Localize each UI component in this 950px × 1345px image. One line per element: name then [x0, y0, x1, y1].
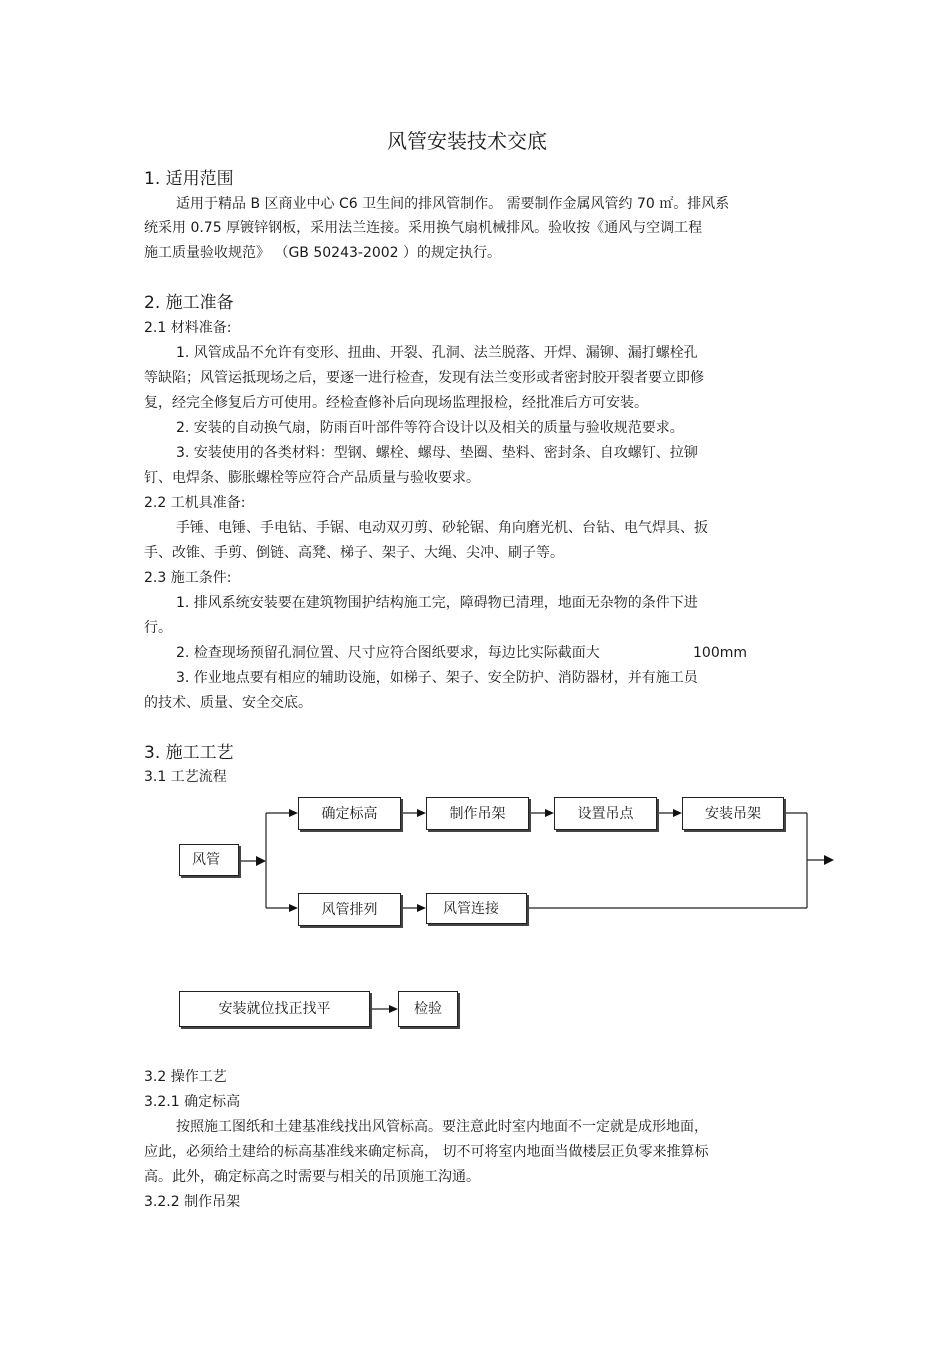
flow-node-bottom-2: 风管连接 — [426, 893, 527, 924]
flow-node-last-1: 安装就位找正找平 — [179, 991, 370, 1027]
section-1-text-line-2: 统采用 0.75 厚镀锌钢板，采用法兰连接。采用换气扇机械排风。验收按《通风与空调工程 — [144, 220, 703, 236]
flow-node-bottom-1: 风管排列 — [298, 893, 401, 926]
subsection-3-1-heading: 3.1 工艺流程 — [144, 769, 227, 785]
subsection-3-2-2-heading: 3.2.2 制作吊架 — [144, 1194, 241, 1210]
section-1-heading: 1. 适用范围 — [144, 169, 234, 189]
subsection-2-3-line-2: 行。 — [144, 620, 172, 636]
subsection-2-1-line-3: 复，经完全修复后方可使用。经检查修补后向现场监理报检，经批准后方可安装。 — [144, 395, 648, 411]
document-title: 风管安装技术交底 — [387, 129, 547, 153]
subsection-2-2-line-2: 手、改锥、手剪、倒链、高凳、梯子、架子、大绳、尖冲、刷子等。 — [144, 545, 564, 561]
subsection-2-1-line-4: 2. 安装的自动换气扇，防雨百叶部件等符合设计以及相关的质量与验收规范要求。 — [176, 420, 684, 436]
flow-node-top-4: 安装吊架 — [682, 797, 784, 830]
subsection-2-1-heading: 2.1 材料准备: — [144, 320, 232, 336]
subsection-3-2-1-line-2: 应此，必须给土建给的标高基准线来确定标高， 切不可将室内地面当做楼层正负零来推算标 — [144, 1144, 709, 1160]
subsection-3-2-1-line-1: 按照施工图纸和土建基准线找出风管标高。要注意此时室内地面不一定就是成形地面， — [176, 1119, 708, 1135]
section-1-text-line-3: 施工质量验收规范》 （GB 50243-2002 ）的规定执行。 — [144, 245, 502, 261]
subsection-3-2-heading: 3.2 操作工艺 — [144, 1069, 227, 1085]
subsection-2-2-line-1: 手锤、电锤、手电钻、手锯、电动双刃剪、砂轮锯、角向磨光机、台钻、电气焊具、扳 — [176, 520, 708, 536]
subsection-2-2-heading: 2.2 工机具准备: — [144, 495, 246, 511]
subsection-2-1-line-1: 1. 风管成品不允许有变形、扭曲、开裂、孔洞、法兰脱落、开焊、漏铆、漏打螺栓孔 — [176, 345, 698, 361]
flow-node-top-1: 确定标高 — [298, 797, 401, 830]
subsection-2-3-line-4: 3. 作业地点要有相应的辅助设施，如梯子、架子、安全防护、消防器材，并有施工员 — [176, 670, 698, 686]
subsection-2-1-line-2: 等缺陷；风管运抵现场之后，要逐一进行检查，发现有法兰变形或者密封胶开裂者要立即修 — [144, 370, 704, 386]
section-3-heading: 3. 施工工艺 — [144, 743, 234, 763]
subsection-3-2-1-heading: 3.2.1 确定标高 — [144, 1094, 241, 1110]
subsection-2-3-size-value: 100mm — [693, 645, 747, 661]
flow-node-last-2: 检验 — [398, 991, 458, 1027]
subsection-2-1-line-5: 3. 安装使用的各类材料：型钢、螺栓、螺母、垫圈、垫料、密封条、自攻螺钉、拉铆 — [176, 445, 698, 461]
subsection-2-3-line-3: 2. 检查现场预留孔洞位置、尺寸应符合图纸要求，每边比实际截面大 — [176, 645, 600, 661]
subsection-2-3-line-1: 1. 排风系统安装要在建筑物围护结构施工完，障碍物已清理，地面无杂物的条件下进 — [176, 595, 698, 611]
section-1-text-line-1: 适用于精品 B 区商业中心 C6 卫生间的排风管制作。 需要制作金属风管约 70 ㎡。排风系 — [176, 196, 730, 212]
flow-node-top-3: 设置吊点 — [554, 797, 657, 830]
flow-node-top-2: 制作吊架 — [426, 797, 529, 830]
subsection-2-1-line-6: 钉、电焊条、膨胀螺栓等应符合产品质量与验收要求。 — [144, 470, 480, 486]
subsection-2-3-heading: 2.3 施工条件: — [144, 570, 232, 586]
subsection-2-3-line-5: 的技术、质量、安全交底。 — [144, 695, 312, 711]
section-2-heading: 2. 施工准备 — [144, 293, 234, 313]
flow-node-start: 风管 — [179, 844, 239, 876]
subsection-3-2-1-line-3: 高。此外，确定标高之时需要与相关的吊顶施工沟通。 — [144, 1169, 480, 1185]
